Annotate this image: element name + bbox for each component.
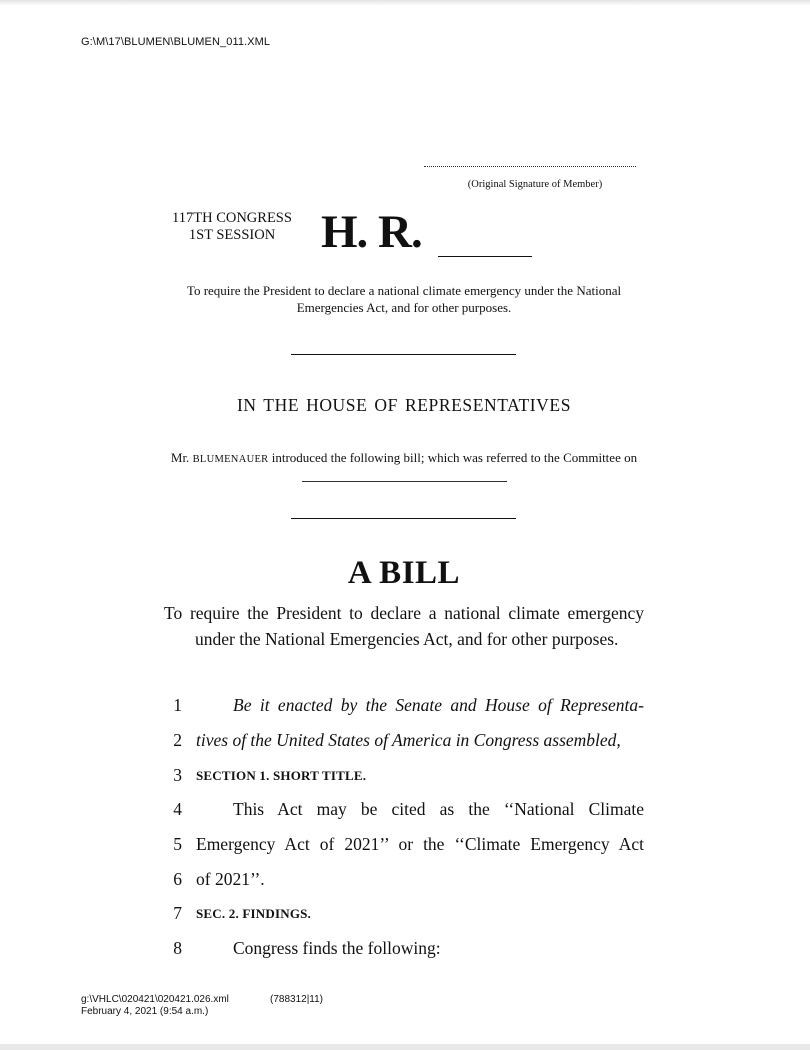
line-number: 1 bbox=[173, 695, 182, 715]
line-number: 6 bbox=[173, 869, 182, 889]
line-number: 5 bbox=[173, 834, 182, 854]
line-number: 2 bbox=[173, 730, 182, 750]
footer-code: (788312|11) bbox=[270, 994, 324, 1005]
footer-source bbox=[81, 994, 229, 1018]
line-text: This Act may be cited as the ‘‘National Climate bbox=[233, 799, 644, 819]
bill-line bbox=[0, 903, 810, 927]
bill-line bbox=[0, 869, 810, 893]
session-number bbox=[150, 227, 314, 244]
page-top-edge bbox=[0, 0, 810, 6]
congress-number-text: 117TH CONGRESS bbox=[172, 210, 292, 226]
introduction-prefix: Mr. bbox=[170, 450, 193, 465]
line-number: 8 bbox=[173, 938, 182, 958]
section-heading: SECTION 1. SHORT TITLE. bbox=[196, 768, 367, 783]
congress-number bbox=[150, 210, 314, 227]
line-text: Congress finds the following: bbox=[233, 938, 441, 958]
file-path: G:\M\17\BLUMEN\BLUMEN_011.XML bbox=[81, 36, 271, 48]
session-number-text: 1ST SESSION bbox=[188, 227, 276, 243]
introduction-statement bbox=[170, 449, 638, 487]
divider-rule bbox=[291, 354, 516, 355]
bill-line bbox=[0, 695, 810, 719]
bill-number-blank bbox=[438, 256, 532, 257]
long-title: To require the President to declare a national climate emergency under the National Emergencies Act, and for other purposes. bbox=[164, 603, 644, 649]
line-text: Be it enacted by the Senate and House of Representa- bbox=[233, 695, 644, 715]
bill-line bbox=[0, 938, 810, 962]
line-text: of 2021’’. bbox=[196, 869, 265, 889]
congress-session bbox=[150, 210, 314, 244]
chamber-heading: IN THE HOUSE OF REPRESENTATIVES bbox=[236, 395, 572, 415]
sponsor-name: BLUMENAUER bbox=[192, 454, 269, 465]
signature-label: (Original Signature of Member) bbox=[467, 179, 603, 190]
line-text: tives of the United States of America in Congress assembled, bbox=[196, 730, 621, 750]
bill-line bbox=[0, 834, 810, 858]
short-description: To require the President to declare a national climate emergency under the National Emergencies Act, and for other purposes. bbox=[186, 283, 622, 315]
divider-rule bbox=[291, 518, 516, 519]
bill-line bbox=[0, 765, 810, 789]
bill-type-heading: A BILL bbox=[347, 555, 461, 591]
signature-line bbox=[424, 166, 636, 167]
line-number: 4 bbox=[173, 799, 182, 819]
page-bottom-edge bbox=[0, 1044, 810, 1050]
line-text: Emergency Act of 2021’’ or the ‘‘Climate Emergency Act bbox=[196, 834, 644, 854]
committee-blank bbox=[302, 470, 507, 482]
bill-designation: H. R. bbox=[321, 206, 422, 258]
bill-line bbox=[0, 799, 810, 823]
introduction-text: introduced the following bill; which was referred to the Committee on bbox=[268, 450, 638, 465]
line-number: 7 bbox=[173, 903, 182, 923]
line-number: 3 bbox=[173, 765, 182, 785]
footer-timestamp: February 4, 2021 (9:54 a.m.) bbox=[81, 1006, 209, 1017]
section-heading: SEC. 2. FINDINGS. bbox=[196, 906, 312, 921]
bill-line bbox=[0, 730, 810, 754]
footer-path: g:\VHLC\020421\020421.026.xml bbox=[81, 994, 229, 1005]
